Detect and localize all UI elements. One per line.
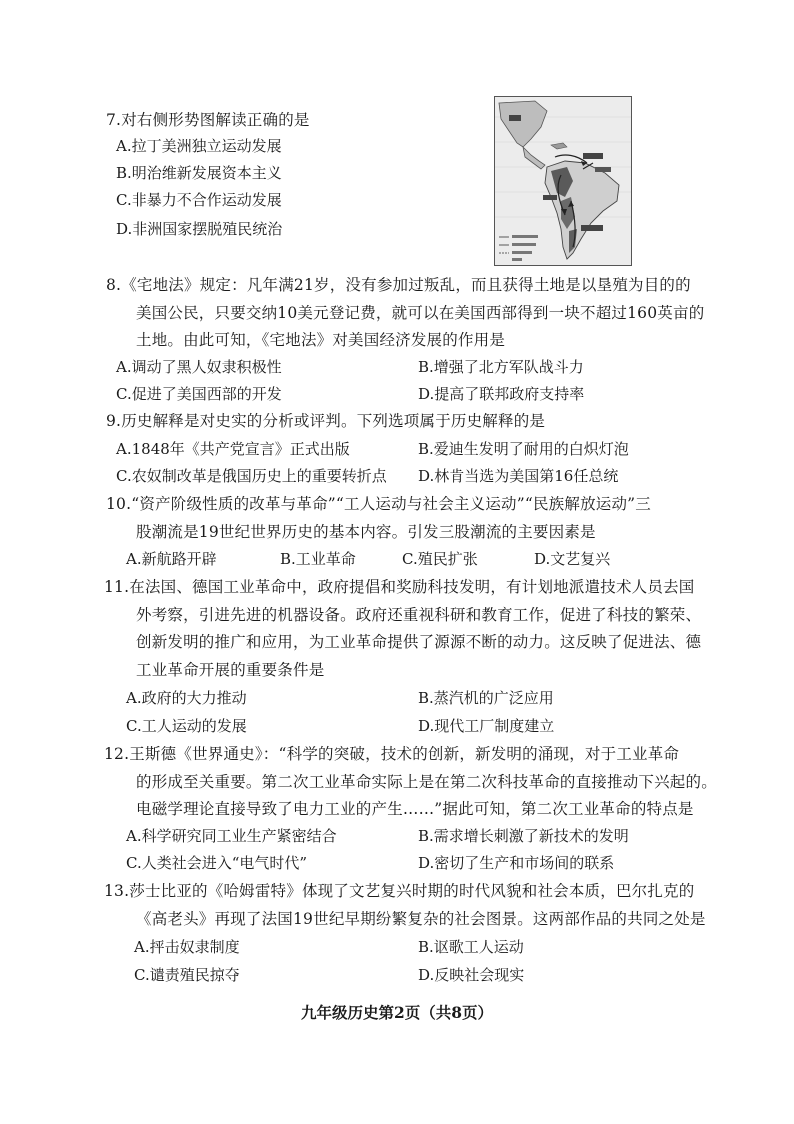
q11-option-b: B.蒸汽机的广泛应用 [418,689,554,707]
q9-stem: 9.历史解释是对史实的分析或评判。下列选项属于历史解释的是 [106,412,546,430]
q7-option-c: C.非暴力不合作运动发展 [116,191,282,209]
q12-stem-line-3: 电磁学理论直接导致了电力工业的产生……”据此可知，第二次工业革命的特点是 [136,800,694,818]
q11-option-d: D.现代工厂制度建立 [418,717,555,735]
map-icon [495,97,631,265]
q13-option-d: D.反映社会现实 [418,966,525,984]
q7-option-a: A.拉丁美洲独立运动发展 [116,137,282,155]
q12-option-b: B.需求增长刺激了新技术的发明 [418,827,629,845]
q8-stem-line-3: 土地。由此可知，《宅地法》对美国经济发展的作用是 [136,331,506,349]
q13-option-a: A.抨击奴隶制度 [134,938,240,956]
q7-option-b: B.明治维新发展资本主义 [116,164,282,182]
q9-option-d: D.林肯当选为美国第16任总统 [418,467,619,485]
q12-stem-line-2: 的形成至关重要。第二次工业革命实际上是在第二次科技革命的直接推动下兴起的。 [136,773,717,791]
q10-option-b: B.工业革命 [280,550,356,568]
q11-option-c: C.工人运动的发展 [126,717,247,735]
q13-option-b: B.讴歌工人运动 [418,938,524,956]
q12-option-a: A.科学研究同工业生产紧密结合 [126,827,337,845]
q11-stem-line-2: 外考察，引进先进的机器设备。政府还重视科研和教育工作，促进了科技的繁荣、 [136,606,702,624]
q11-stem-line-4: 工业革命开展的重要条件是 [136,661,325,679]
q7-stem: 7.对右侧形势图解读正确的是 [106,111,310,129]
q11-option-a: A.政府的大力推动 [126,689,247,707]
q8-stem-line-1: 8.《宅地法》规定：凡年满21岁，没有参加过叛乱，而且获得土地是以垦殖为目的的 [106,276,691,294]
q13-stem-line-2: 《高老头》再现了法国19世纪早期纷繁复杂的社会图景。这两部作品的共同之处是 [136,910,706,928]
q13-option-c: C.谴责殖民掠夺 [134,966,240,984]
q10-option-c: C.殖民扩张 [402,550,478,568]
q12-option-d: D.密切了生产和市场间的联系 [418,854,615,872]
page-footer: 九年级历史第2页（共8页） [300,1003,494,1022]
q7-option-d: D.非洲国家摆脱殖民统治 [116,220,283,238]
q11-stem-line-3: 创新发明的推广和应用，为工业革命提供了源源不断的动力。这反映了促进法、德 [136,633,702,651]
q8-option-a: A.调动了黑人奴隶积极性 [116,358,282,376]
q9-option-c: C.农奴制改革是俄国历史上的重要转折点 [116,467,387,485]
q12-stem-line-1: 12.王斯德《世界通史》：“科学的突破，技术的创新，新发明的涌现，对于工业革命 [104,745,680,763]
q12-option-c: C.人类社会进入“电气时代” [126,854,308,872]
q10-stem-line-2: 股潮流是19世纪世界历史的基本内容。引发三股潮流的主要因素是 [136,523,596,541]
latin-america-independence-map [494,96,632,266]
q8-stem-line-2: 美国公民，只要交纳10美元登记费，就可以在美国西部得到一块不超过160英亩的 [136,304,705,322]
q13-stem-line-1: 13.莎士比亚的《哈姆雷特》体现了文艺复兴时期的时代风貌和社会本质，巴尔扎克的 [104,882,695,900]
q10-option-a: A.新航路开辟 [126,550,217,568]
q10-stem-line-1: 10.“资产阶级性质的改革与革命”“工人运动与社会主义运动”“民族解放运动”三 [106,495,651,513]
q10-option-d: D.文艺复兴 [534,550,611,568]
q9-option-a: A.1848年《共产党宣言》正式出版 [116,440,350,458]
q8-option-c: C.促进了美国西部的开发 [116,385,282,403]
q11-stem-line-1: 11.在法国、德国工业革命中，政府提倡和奖励科技发明，有计划地派遣技术人员去国 [104,578,695,596]
q8-option-d: D.提高了联邦政府支持率 [418,385,585,403]
q8-option-b: B.增强了北方军队战斗力 [418,358,584,376]
q9-option-b: B.爱迪生发明了耐用的白炽灯泡 [418,440,629,458]
